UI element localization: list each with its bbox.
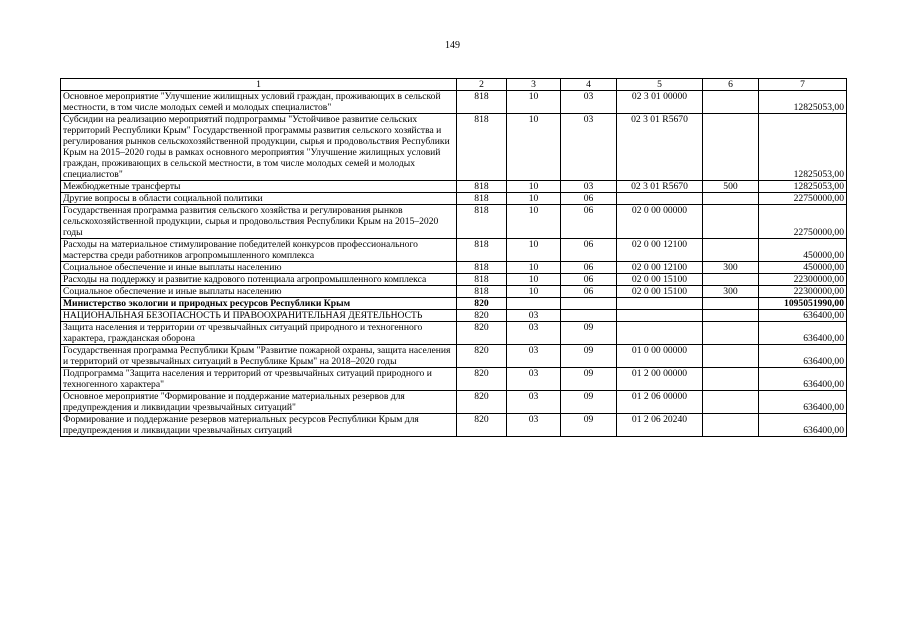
expense-type-cell (703, 298, 759, 310)
target-article-cell: 02 0 00 12100 (617, 239, 703, 262)
subsection-code-cell: 06 (561, 205, 617, 239)
row-name-cell: Основное мероприятие "Формирование и поддержание материальных резервов для предупреждения и ликвидации чрезвычайных ситуаций" (61, 391, 457, 414)
table-row (61, 391, 847, 414)
target-article-cell: 02 0 00 12100 (617, 262, 703, 274)
row-name-cell: Субсидии на реализацию мероприятий подпрограммы "Устойчивое развитие сельских территорий Республики Крым" Государственной программы развития сельского хозяйства и регулирования рынков сельскохозяйственной продукции, сырья и продовольствия Республики Крым на 2015–2020 годы в рамках основного мероприятия "Улучшение жилищных условий граждан, проживающих в сельской местности, в том числе молодых семей и молодых специалистов" (61, 114, 457, 181)
expense-type-cell (703, 205, 759, 239)
table-row (61, 274, 847, 286)
subsection-code-cell: 09 (561, 322, 617, 345)
row-name-cell: Межбюджетные трансферты (61, 181, 457, 193)
amount-cell: 12825053,00 (759, 181, 847, 193)
table-row (61, 298, 847, 310)
table-row (61, 322, 847, 345)
header-cell: 4 (561, 79, 617, 91)
row-name-cell: Другие вопросы в области социальной политики (61, 193, 457, 205)
row-name-cell: Защита населения и территории от чрезвычайных ситуаций природного и техногенного характера, гражданская оборона (61, 322, 457, 345)
amount-cell: 450000,00 (759, 262, 847, 274)
expense-type-cell (703, 239, 759, 262)
subsection-code-cell (561, 298, 617, 310)
section-code-cell: 10 (507, 239, 561, 262)
expense-type-cell: 300 (703, 262, 759, 274)
target-article-cell (617, 193, 703, 205)
section-code-cell: 10 (507, 114, 561, 181)
row-name-cell: НАЦИОНАЛЬНАЯ БЕЗОПАСНОСТЬ И ПРАВООХРАНИТЕЛЬНАЯ ДЕЯТЕЛЬНОСТЬ (61, 310, 457, 322)
dept-code-cell: 820 (457, 310, 507, 322)
table-header-row (61, 79, 847, 91)
row-name-cell: Подпрограмма "Защита населения и территорий от чрезвычайных ситуаций природного и техногенного характера" (61, 368, 457, 391)
expense-type-cell: 500 (703, 181, 759, 193)
expense-type-cell (703, 368, 759, 391)
expense-type-cell (703, 310, 759, 322)
table-row (61, 286, 847, 298)
header-cell: 1 (61, 79, 457, 91)
section-code-cell: 10 (507, 262, 561, 274)
section-code-cell: 10 (507, 181, 561, 193)
dept-code-cell: 818 (457, 205, 507, 239)
section-code-cell: 03 (507, 322, 561, 345)
table-row (61, 262, 847, 274)
dept-code-cell: 818 (457, 274, 507, 286)
section-code-cell: 10 (507, 286, 561, 298)
table-row (61, 181, 847, 193)
table-row (61, 205, 847, 239)
dept-code-cell: 818 (457, 181, 507, 193)
row-name-cell: Основное мероприятие "Улучшение жилищных условий граждан, проживающих в сельской местности, в том числе молодых семей и молодых специалистов" (61, 91, 457, 114)
expense-type-cell (703, 391, 759, 414)
header-cell: 5 (617, 79, 703, 91)
amount-cell: 636400,00 (759, 368, 847, 391)
row-name-cell: Формирование и поддержание резервов материальных ресурсов Республики Крым для предупреждения и ликвидации чрезвычайных ситуаций (61, 414, 457, 437)
subsection-code-cell: 09 (561, 414, 617, 437)
expense-type-cell (703, 193, 759, 205)
expense-type-cell (703, 322, 759, 345)
subsection-code-cell: 09 (561, 345, 617, 368)
section-code-cell: 10 (507, 274, 561, 286)
row-name-cell: Социальное обеспечение и иные выплаты населению (61, 286, 457, 298)
target-article-cell: 01 0 00 00000 (617, 345, 703, 368)
row-name-cell: Расходы на поддержку и развитие кадрового потенциала агропромышленного комплекса (61, 274, 457, 286)
row-name-cell: Социальное обеспечение и иные выплаты населению (61, 262, 457, 274)
section-code-cell (507, 298, 561, 310)
amount-cell: 22750000,00 (759, 193, 847, 205)
subsection-code-cell: 03 (561, 91, 617, 114)
table-row (61, 345, 847, 368)
target-article-cell: 01 2 06 20240 (617, 414, 703, 437)
subsection-code-cell: 09 (561, 368, 617, 391)
target-article-cell: 02 0 00 00000 (617, 205, 703, 239)
table-row (61, 310, 847, 322)
section-code-cell: 03 (507, 391, 561, 414)
target-article-cell: 02 3 01 R5670 (617, 114, 703, 181)
amount-cell: 636400,00 (759, 391, 847, 414)
amount-cell: 22300000,00 (759, 286, 847, 298)
amount-cell: 22300000,00 (759, 274, 847, 286)
dept-code-cell: 820 (457, 298, 507, 310)
target-article-cell: 02 3 01 R5670 (617, 181, 703, 193)
expense-type-cell (703, 345, 759, 368)
dept-code-cell: 818 (457, 286, 507, 298)
target-article-cell: 02 0 00 15100 (617, 274, 703, 286)
subsection-code-cell: 03 (561, 181, 617, 193)
dept-code-cell: 820 (457, 322, 507, 345)
amount-cell: 1095051990,00 (759, 298, 847, 310)
amount-cell: 636400,00 (759, 345, 847, 368)
amount-cell: 636400,00 (759, 414, 847, 437)
row-name-cell: Государственная программа Республики Крым "Развитие пожарной охраны, защита населения и территорий от чрезвычайных ситуаций в Республике Крым" на 2018–2020 годы (61, 345, 457, 368)
row-name-cell: Расходы на материальное стимулирование победителей конкурсов профессионального мастерства среди работников агропромышленного комплекса (61, 239, 457, 262)
row-name-cell: Министерство экологии и природных ресурсов Республики Крым (61, 298, 457, 310)
amount-cell: 636400,00 (759, 322, 847, 345)
amount-cell: 12825053,00 (759, 114, 847, 181)
header-cell: 2 (457, 79, 507, 91)
section-code-cell: 10 (507, 91, 561, 114)
table-row (61, 414, 847, 437)
target-article-cell (617, 310, 703, 322)
target-article-cell: 02 0 00 15100 (617, 286, 703, 298)
target-article-cell: 01 2 06 00000 (617, 391, 703, 414)
target-article-cell: 01 2 00 00000 (617, 368, 703, 391)
section-code-cell: 03 (507, 345, 561, 368)
target-article-cell (617, 298, 703, 310)
dept-code-cell: 818 (457, 91, 507, 114)
expense-type-cell (703, 274, 759, 286)
dept-code-cell: 820 (457, 345, 507, 368)
dept-code-cell: 818 (457, 239, 507, 262)
dept-code-cell: 820 (457, 414, 507, 437)
section-code-cell: 03 (507, 368, 561, 391)
table-row (61, 368, 847, 391)
section-code-cell: 10 (507, 193, 561, 205)
dept-code-cell: 818 (457, 114, 507, 181)
header-cell: 6 (703, 79, 759, 91)
subsection-code-cell: 06 (561, 239, 617, 262)
subsection-code-cell: 06 (561, 262, 617, 274)
section-code-cell: 03 (507, 414, 561, 437)
subsection-code-cell: 06 (561, 274, 617, 286)
table-row (61, 193, 847, 205)
subsection-code-cell: 03 (561, 114, 617, 181)
row-name-cell: Государственная программа развития сельского хозяйства и регулирования рынков сельскохозяйственной продукции, сырья и продовольствия Республики Крым на 2015–2020 годы (61, 205, 457, 239)
dept-code-cell: 820 (457, 391, 507, 414)
section-code-cell: 03 (507, 310, 561, 322)
table-row (61, 239, 847, 262)
section-code-cell: 10 (507, 205, 561, 239)
target-article-cell: 02 3 01 00000 (617, 91, 703, 114)
amount-cell: 450000,00 (759, 239, 847, 262)
header-cell: 3 (507, 79, 561, 91)
amount-cell: 22750000,00 (759, 205, 847, 239)
target-article-cell (617, 322, 703, 345)
subsection-code-cell: 09 (561, 391, 617, 414)
expense-type-cell: 300 (703, 286, 759, 298)
amount-cell: 12825053,00 (759, 91, 847, 114)
page-number: 149 (445, 40, 460, 51)
expense-type-cell (703, 91, 759, 114)
expense-type-cell (703, 114, 759, 181)
header-cell: 7 (759, 79, 847, 91)
subsection-code-cell: 06 (561, 286, 617, 298)
subsection-code-cell (561, 310, 617, 322)
expense-type-cell (703, 414, 759, 437)
dept-code-cell: 818 (457, 193, 507, 205)
subsection-code-cell: 06 (561, 193, 617, 205)
dept-code-cell: 820 (457, 368, 507, 391)
table-row (61, 91, 847, 114)
dept-code-cell: 818 (457, 262, 507, 274)
table-row (61, 114, 847, 181)
budget-table (60, 78, 847, 437)
amount-cell: 636400,00 (759, 310, 847, 322)
